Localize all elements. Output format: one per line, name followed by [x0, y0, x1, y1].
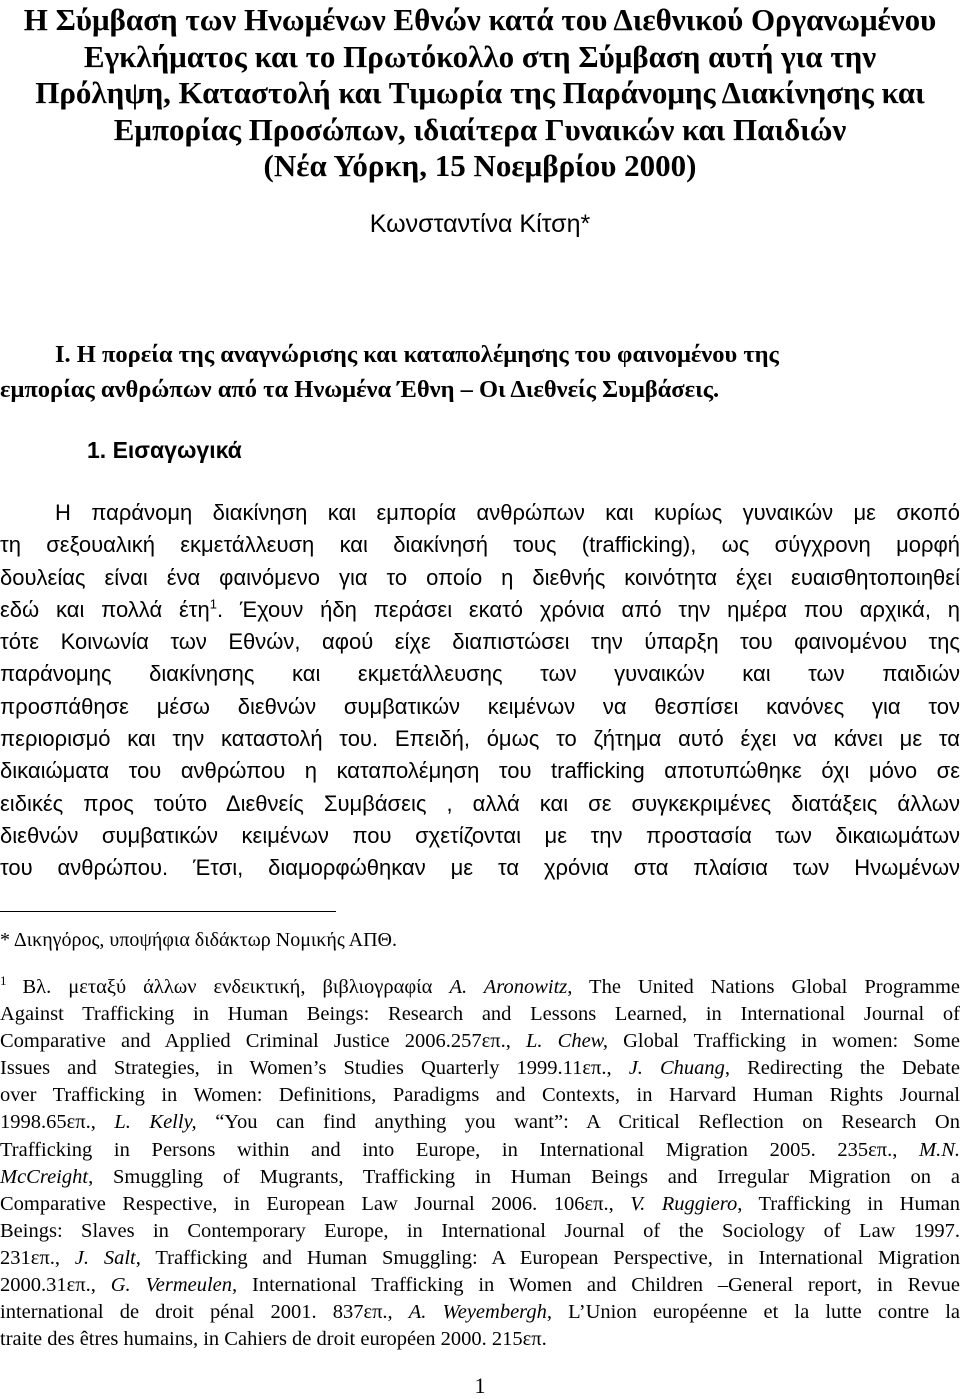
- footnote-text: Comparative and Applied Criminal Justice 2006.257επ.,: [0, 1030, 526, 1053]
- paragraph-line: [0, 594, 960, 626]
- paragraph-line: του ανθρώπου. Έτσι, διαμορφώθηκαν με τα χρόνια στα πλαίσια των Ηνωμένων: [0, 855, 960, 881]
- footnote-line: [0, 967, 960, 1001]
- footnote-line: [0, 1326, 960, 1353]
- footnote-separator: [0, 911, 336, 912]
- footnote-line: [0, 1218, 960, 1245]
- footnote-text: 2000.31επ.,: [0, 1274, 111, 1297]
- footnote-text: Βλ. μεταξύ άλλων ενδεικτική, βιβλιογραφία: [22, 976, 450, 998]
- citation-author: J. Chuang: [628, 1057, 725, 1080]
- title-line: Η Σύμβαση των Ηνωμένων Εθνών κατά του Διεθνικού Οργανωμένου: [23, 2, 937, 37]
- footnote-text: , Trafficking in Human: [737, 1192, 960, 1215]
- footnote-text: Beings: Slaves in Contemporary Europe, in International Journal of the Sociology of Law 1997.: [0, 1219, 960, 1242]
- footnote-line: [0, 1245, 960, 1272]
- footnote-line: [0, 1299, 960, 1326]
- paragraph-line: τη σεξουαλική εκμετάλλευση και διακίνησή τους (trafficking), ως σύγχρονη μορφή: [0, 532, 960, 558]
- citation-author: L. Chew,: [525, 1030, 608, 1053]
- footnote-text: , Smuggling of Mugrants, Trafficking in Human Beings and Irregular Migration on a: [88, 1165, 960, 1188]
- paragraph-line: δουλείας είναι ένα φαινόμενο για το οποίο η διεθνής κοινότητα έχει ευαισθητοποιηθεί: [0, 564, 960, 590]
- footnote-text: over Trafficking in Women: Definitions, Paradigms and Contexts, in Harvard Human Rights Journal: [0, 1084, 960, 1107]
- paragraph-line: ειδικές προς τούτο Διεθνείς Συμβάσεις , αλλά και σε συγκεκριμένες διατάξεις άλλων: [0, 790, 960, 816]
- paragraph-line: προσπάθησε μέσω διεθνών συμβατικών κειμένων να θεσπίσει κανόνες για τον: [0, 693, 960, 719]
- footnote-text: traite des êtres humains, in Cahiers de droit européen 2000. 215επ.: [0, 1328, 547, 1351]
- footnote-text: Issues and Strategies, in Women’s Studies Quarterly 1999.11επ.,: [0, 1057, 629, 1080]
- section-heading-line: Ι. Η πορεία της αναγνώρισης και καταπολέμησης του φαινομένου της: [55, 341, 779, 368]
- footnote-line: [0, 1109, 960, 1136]
- paragraph-line: Η παράνομη διακίνηση και εμπορία ανθρώπων και κυρίως γυναικών με σκοπό: [55, 500, 960, 525]
- section-heading: [0, 337, 960, 407]
- title-line: Εμπορίας Προσώπων, ιδιαίτερα Γυναικών και Παιδιών: [113, 111, 847, 147]
- footnote-line: [0, 1191, 960, 1218]
- footnote-reference[interactable]: 1: [209, 596, 217, 612]
- paragraph-line: δικαιώματα του ανθρώπου η καταπολέμηση του trafficking αποτυπώθηκε όχι μόνο σε: [0, 758, 960, 784]
- footnote-text: Global Trafficking in women: Some: [607, 1030, 960, 1053]
- citation-author: McCreight: [0, 1165, 89, 1188]
- footnote-text: Comparative Respective, in European Law Journal 2006. 106επ.,: [0, 1192, 631, 1215]
- footnote-text: 231επ.,: [0, 1246, 75, 1269]
- subsection-heading: 1. Εισαγωγικά: [87, 437, 242, 463]
- citation-author: J. Salt: [74, 1246, 136, 1269]
- citation-author: V. Ruggiero: [630, 1192, 738, 1215]
- paragraph-line: διεθνών συμβατικών κειμένων που σχετίζονται με την προστασία των δικαιωμάτων: [0, 822, 960, 848]
- footnote-text: “You can find anything you want”: A Critical Reflection on Research On: [196, 1111, 960, 1134]
- footnote-line: [0, 1082, 960, 1109]
- footnote-line: [0, 1137, 960, 1164]
- footnote-text: 1998.65επ.,: [0, 1111, 115, 1134]
- footnote-text: , Redirecting the Debate: [724, 1057, 960, 1080]
- footnote-text: international de droit pénal 2001. 837επ.,: [0, 1301, 409, 1324]
- footnote-text: International Trafficking in Women and Children –General report, in Revue: [237, 1274, 960, 1297]
- paragraph-line: περιορισμό και την καταστολή του. Επειδή, όμως το ζήτημα αυτό έχει να κάνει με τα: [0, 726, 960, 752]
- footnote-author: * Δικηγόρος, υποψήφια διδάκτωρ Νομικής ΑΠΘ.: [0, 929, 397, 951]
- footnote-marker: 1: [0, 973, 7, 988]
- footnote-1: [0, 967, 960, 1353]
- title-line: Εγκλήματος και το Πρωτόκολλο στη Σύμβαση αυτή για την: [83, 38, 877, 74]
- document-title: [0, 2, 960, 185]
- footnote-line: [0, 1164, 960, 1191]
- section-heading-line: εμπορίας ανθρώπων από τα Ηνωμένα Έθνη – Οι Διεθνείς Συμβάσεις.: [0, 376, 720, 403]
- footnote-text: L’Union européenne et la lutte contre la: [552, 1301, 960, 1324]
- paragraph-line: τότε Κοινωνία των Εθνών, αφού είχε διαπιστώσει την ύπαρξη του φαινομένου της: [0, 629, 960, 655]
- body-paragraph: [0, 497, 960, 885]
- title-line: (Νέα Υόρκη, 15 Νοεμβρίου 2000): [263, 148, 697, 183]
- paragraph-line: παράνομης διακίνησης και εκμετάλλευσης των γυναικών και των παιδιών: [0, 661, 960, 687]
- footnote-line: [0, 1055, 960, 1082]
- footnote-text: , The United Nations Global Programme: [567, 976, 960, 998]
- footnote-text: , Trafficking and Human Smuggling: A European Perspective, in International Migration: [135, 1246, 960, 1269]
- title-line: Πρόληψη, Καταστολή και Τιμωρία της Παράνομης Διακίνησης και: [35, 75, 925, 110]
- footnote-line: [0, 1028, 960, 1055]
- citation-author: A. Weyembergh,: [408, 1301, 553, 1324]
- paragraph-text: εδώ και πολλά έτη: [0, 596, 210, 622]
- citation-author: M.N.: [919, 1138, 960, 1161]
- footnote-text: Against Trafficking in Human Beings: Research and Lessons Learned, in International Journal of: [0, 1003, 960, 1026]
- citation-author: G. Vermeulen,: [110, 1274, 238, 1297]
- paragraph-text: . Έχουν ήδη περάσει εκατό χρόνια από την ημέρα που αρχικά, η: [216, 596, 960, 622]
- footnote-text: Trafficking in Persons within and into Europe, in International Migration 2005. 235επ.,: [0, 1138, 919, 1161]
- author-name: Κωνσταντίνα Κίτση*: [369, 210, 591, 238]
- footnote-line: [0, 1001, 960, 1028]
- page-number: 1: [474, 1373, 486, 1398]
- citation-author: L. Kelly,: [114, 1111, 197, 1134]
- citation-author: A. Aronowitz: [449, 976, 568, 998]
- footnote-line: [0, 1272, 960, 1299]
